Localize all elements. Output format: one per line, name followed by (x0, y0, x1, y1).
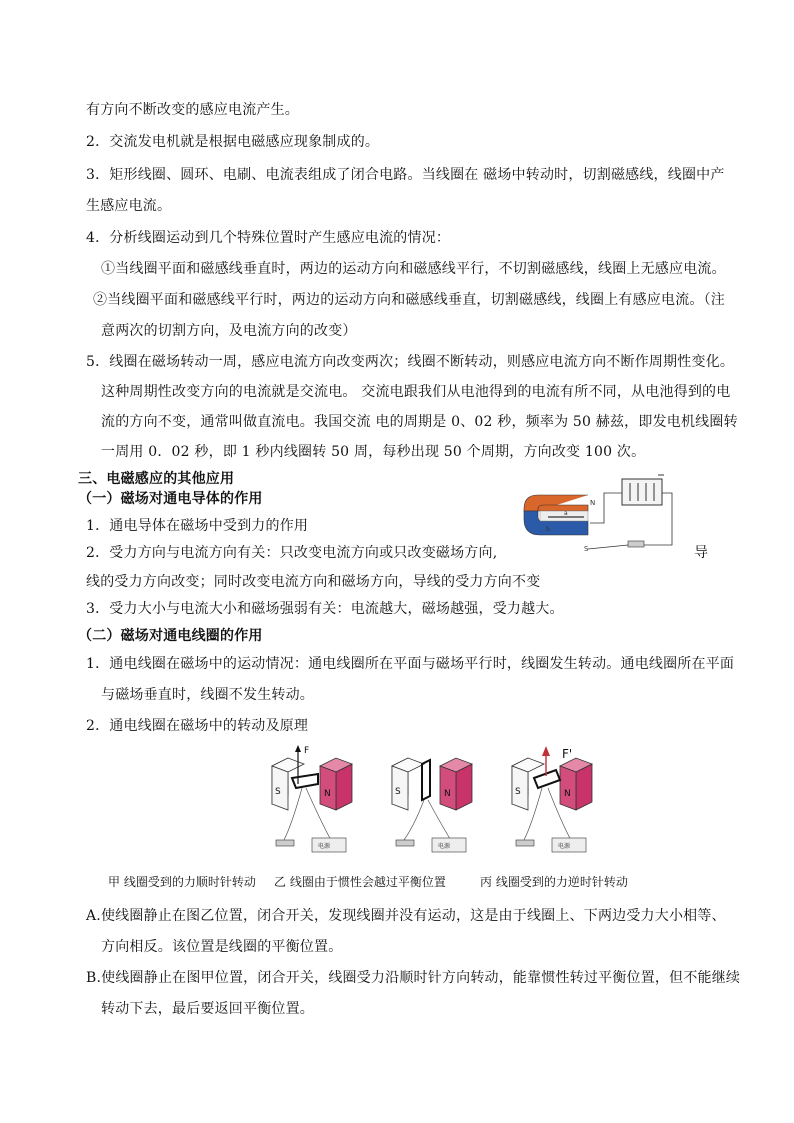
battery-label: 电源 (318, 843, 331, 850)
subsection-heading: （一）磁场对通电导体的作用 (78, 491, 263, 507)
note-a-cont: 方向相反。该位置是线圈的平衡位置。 (101, 939, 343, 955)
sub-item-1: ①当线圈平面和磁感线垂直时，两边的运动方向和磁感线平行，不切割磁感线，线圈上无感应电流。 (101, 261, 726, 277)
note-b: B.使线圈静止在图甲位置，闭合开关，线圈受力沿顺时针方向转动，能靠惯性转过平衡位置，但不能继续 (86, 970, 741, 986)
magnet-n-label: N (444, 789, 451, 799)
list-item-1: 1．通电导体在磁场中受到力的作用 (86, 518, 309, 534)
coil-rotation-figure (262, 744, 616, 866)
list-item-5: 5．线圈在磁场转动一周，感应电流方向改变两次；线圈不断转动，则感应电流方向不断作周期性变化。 (86, 354, 735, 370)
magnet-n-label: N (324, 789, 331, 799)
list-item-3: 3．受力大小与电流大小和磁场强弱有关：电流越大，磁场越强，受力越大。 (86, 601, 564, 617)
list-item-3: 3．矩形线圈、圆环、电刷、电流表组成了闭合电路。当线圈在 磁场中转动时，切割磁感线，线圈中产 (86, 167, 725, 183)
list-item-4: 4．分析线圈运动到几个特殊位置时产生感应电流的情况： (86, 230, 451, 246)
battery-label: 电源 (558, 843, 571, 850)
text-line: 有方向不断改变的感应电流产生。 (86, 102, 299, 118)
subsection-heading: （二）磁场对通电线圈的作用 (78, 628, 263, 644)
list-item-2-cont: 线的受力方向改变；同时改变电流方向和磁场方向，导线的受力方向不变 (86, 574, 541, 590)
force-label: F (304, 746, 310, 756)
magnet-s-label: S (584, 545, 589, 553)
conductor-label-a: a (564, 510, 568, 517)
list-item-3-cont: 生感应电流。 (86, 198, 172, 214)
magnet-n-label: N (590, 499, 596, 507)
section-heading: 三、电磁感应的其他应用 (78, 471, 235, 487)
magnet-s-label: S (515, 787, 521, 797)
list-item-5-cont: 流的方向不变，通常叫做直流电。我国交流 电的周期是 0、02 秒，频率为 50 赫兹，即发电机线圈转 (101, 414, 738, 430)
panel-bing (512, 746, 592, 852)
list-item-5-cont: 这种周期性改变方向的电流就是交流电。 交流电跟我们从电池得到的电流有所不同，从电池得到的电 (101, 384, 731, 400)
note-a: A.使线圈静止在图乙位置，闭合开关，发现线圈并没有运动，这是由于线圈上、下两边受力大小相等、 (86, 908, 726, 924)
list-item-1-cont: 与磁场垂直时，线圈不发生转动。 (101, 687, 314, 703)
magnet-battery-figure (518, 473, 678, 563)
panel-yi (392, 758, 472, 852)
figure-caption-bing: 丙 线圈受到的力逆时针转动 (480, 875, 628, 889)
panel-jia (272, 745, 352, 852)
list-item-2: 2．通电线圈在磁场中的转动及原理 (86, 718, 309, 734)
text-fragment: 导 (694, 545, 709, 561)
note-b-cont: 转动下去，最后要返回平衡位置。 (101, 1001, 314, 1017)
list-item-2: 2．受力方向与电流方向有关：只改变电流方向或只改变磁场方向, (86, 545, 498, 561)
list-item-1: 1．通电线圈在磁场中的运动情况：通电线圈所在平面与磁场平行时，线圈发生转动。通电线圈所在平面 (86, 656, 735, 672)
magnet-s-label: S (275, 787, 281, 797)
force-label-prime: F' (562, 747, 573, 761)
list-item-2: 2．交流发电机就是根据电磁感应现象制成的。 (86, 134, 380, 150)
figure-caption-jia: 甲 线圈受到的力顺时针转动 (108, 875, 256, 889)
magnet-s-label: S (395, 787, 401, 797)
magnet-n-label: N (564, 789, 571, 799)
sub-item-2-cont: 意两次的切割方向，及电流方向的改变） (101, 323, 357, 339)
figure-caption-yi: 乙 线圈由于惯性会越过平衡位置 (274, 875, 446, 889)
battery-label: 电源 (438, 843, 451, 850)
sub-item-2: ②当线圈平面和磁感线平行时，两边的运动方向和磁感线垂直，切割磁感线，线圈上有感应电流。（注 (93, 292, 725, 308)
conductor-label-b: b (546, 526, 550, 533)
list-item-5-cont: 一周用 0．02 秒，即 1 秒内线圈转 50 周，每秒出现 50 个周期，方向改变 100 次。 (101, 444, 646, 460)
